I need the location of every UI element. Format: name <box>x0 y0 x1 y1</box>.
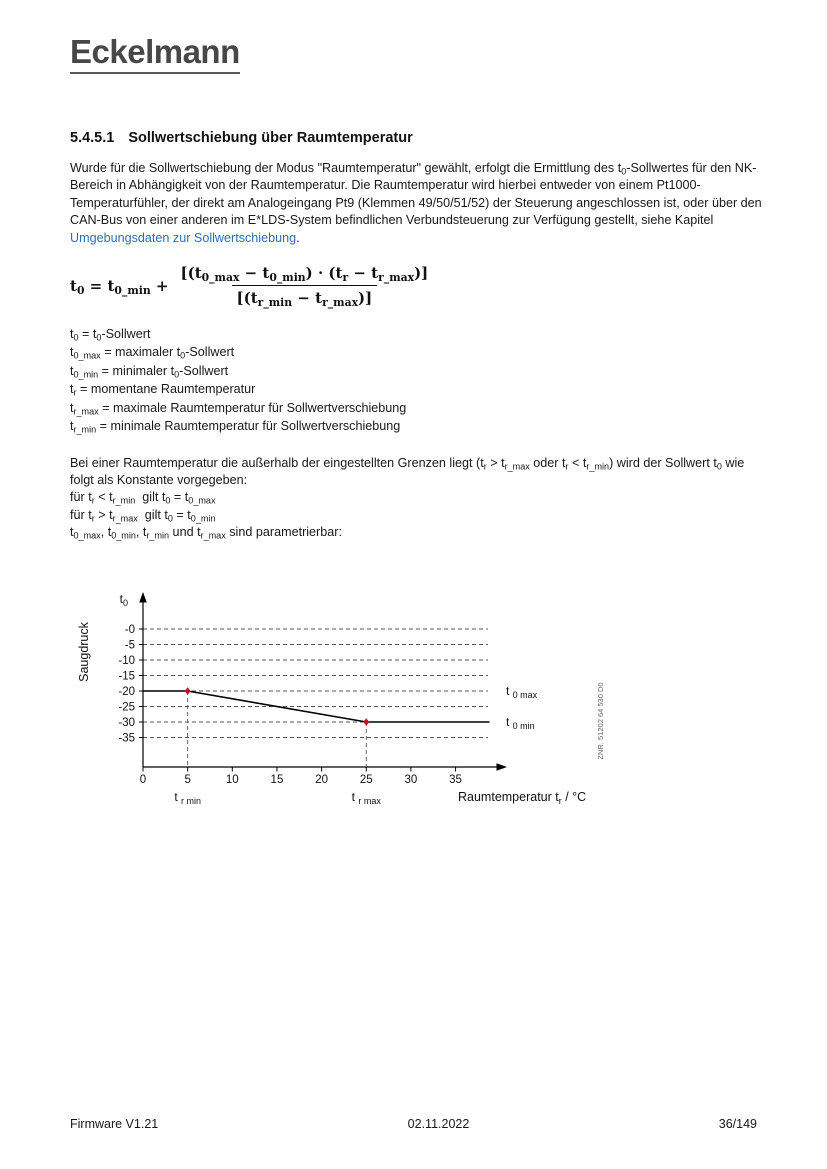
boundary-conditions <box>70 455 762 541</box>
intro-text: Wurde für die Sollwertschiebung der Modus "Raumtemperatur" gewählt, erfolgt die Ermittlung des $t_0$-Sollwertes für den NK-Bereich in Abhängigkeit von der Raumtemperatur. Die Raumtemperatur wird hierbei entweder von einem Pt1000-Temperaturfühler, der direkt am Analogeingang Pt9 (Klemmen 49/50/51/52) der Steuerung angeschlossen ist, oder über den CAN-Bus von einer anderen im E*LDS-System befindlichen Verbundsteuerung zur Verfügung gestellt, siehe Kapitel <box>70 161 762 228</box>
chart-svg <box>70 585 670 820</box>
formula-lhs: $t_0 = t_{0\_min}$ + <box>70 276 169 297</box>
company-logo: Eckelmann <box>70 34 240 74</box>
x-callout: t $_{r min}$ <box>174 790 201 806</box>
y-tick-label: -15 <box>118 670 135 683</box>
formula-numerator: $[(t_{0\_max} - t_{0\_min}) \cdot (t_r - t_{r\_max})]$ <box>180 264 429 285</box>
footer-firmware-version: Firmware V1.21 <box>70 1117 159 1131</box>
y-tick-label: -5 <box>124 639 135 652</box>
umgebungsdaten-link[interactable]: Umgebungsdaten zur Sollwertschiebung <box>70 230 297 245</box>
variable-definitions <box>70 325 762 435</box>
formula-fraction <box>176 264 434 310</box>
intro-paragraph <box>70 160 762 247</box>
series-annotation: t $_{0 min}$ <box>506 715 535 731</box>
x-tick-label: 20 <box>315 774 328 786</box>
section-number: 5.4.5.1 <box>70 130 115 146</box>
marker-diamond-icon <box>363 718 369 726</box>
condition-line: für $t_r < t_{r\_min}$ gilt $t_0 = t_{0\_max}$ <box>70 490 216 506</box>
x-tick-label: 30 <box>404 774 418 786</box>
page-footer <box>70 1117 757 1131</box>
intro-text-after: . <box>296 230 300 245</box>
condition-line: $t_{0\_max}$, $t_{0\_min}$, $t_{r\_min}$ und $t_{r\_max}$ sind parametrierbar: <box>70 524 342 541</box>
setpoint-chart <box>70 585 670 825</box>
y-tick-label: -30 <box>118 717 135 729</box>
y-tick-label: -35 <box>118 732 135 745</box>
definition-line: $t_{0\_max}$ = maximaler $t_0$-Sollwert <box>70 345 235 361</box>
definition-line: $t_0$ = $t_0$-Sollwert <box>70 327 151 343</box>
x-tick-label: 5 <box>184 774 191 786</box>
drawing-number: ZNR. 51202 64 530 D0 <box>596 682 605 760</box>
y-tick-label: -20 <box>118 686 135 698</box>
x-tick-label: 15 <box>270 774 284 786</box>
definition-line: $t_{r\_max}$ = maximale Raumtemperatur für Sollwertverschiebung <box>70 400 407 417</box>
y-axis-symbol: $t_0$ <box>119 592 128 608</box>
condition-line: für $t_r > t_{r\_max}$ gilt $t_0 = t_{0\_min}$ <box>70 507 216 524</box>
section-title: Sollwertschiebung über Raumtemperatur <box>128 130 413 146</box>
definition-line: $t_r$ = momentane Raumtemperatur <box>70 382 256 398</box>
marker-diamond-icon <box>185 687 191 695</box>
x-tick-label: 25 <box>359 774 373 786</box>
y-tick-label: -25 <box>118 701 135 714</box>
x-callout: t $_{r max}$ <box>351 790 381 806</box>
y-axis-arrow-icon <box>139 592 147 603</box>
y-tick-label: -10 <box>118 655 135 667</box>
x-tick-label: 0 <box>139 774 147 786</box>
definition-line: $t_{0\_min}$ = minimaler $t_0$-Sollwert <box>70 363 229 380</box>
x-axis-arrow-icon <box>497 763 508 771</box>
setpoint-formula <box>70 264 433 310</box>
footer-date: 02.11.2022 <box>407 1117 470 1131</box>
y-axis-title: Saugdruck <box>77 622 91 682</box>
formula-denominator: $[(t_{r\_min} - t_{r\_max})]$ <box>232 285 378 307</box>
x-tick-label: 10 <box>225 774 239 786</box>
condition-line: Bei einer Raumtemperatur die außerhalb der eingestellten Grenzen liegt ($t_r > t_{r\_max}$ oder $t_r < t_{r\_min}$) wird der Sollwert $t_0$ wie folgt als Konstante vorgegeben: <box>70 456 745 488</box>
series-annotation: t $_{0 max}$ <box>506 684 538 700</box>
section-heading <box>70 130 413 146</box>
definition-line: $t_{r\_min}$ = minimale Raumtemperatur für Sollwertverschiebung <box>70 419 401 435</box>
y-tick-label: -0 <box>124 624 135 636</box>
x-tick-label: 35 <box>449 774 462 786</box>
x-axis-title: Raumtemperatur $t_r / ^\circ C$ <box>458 790 587 806</box>
footer-page-number: 36/149 <box>718 1117 757 1131</box>
